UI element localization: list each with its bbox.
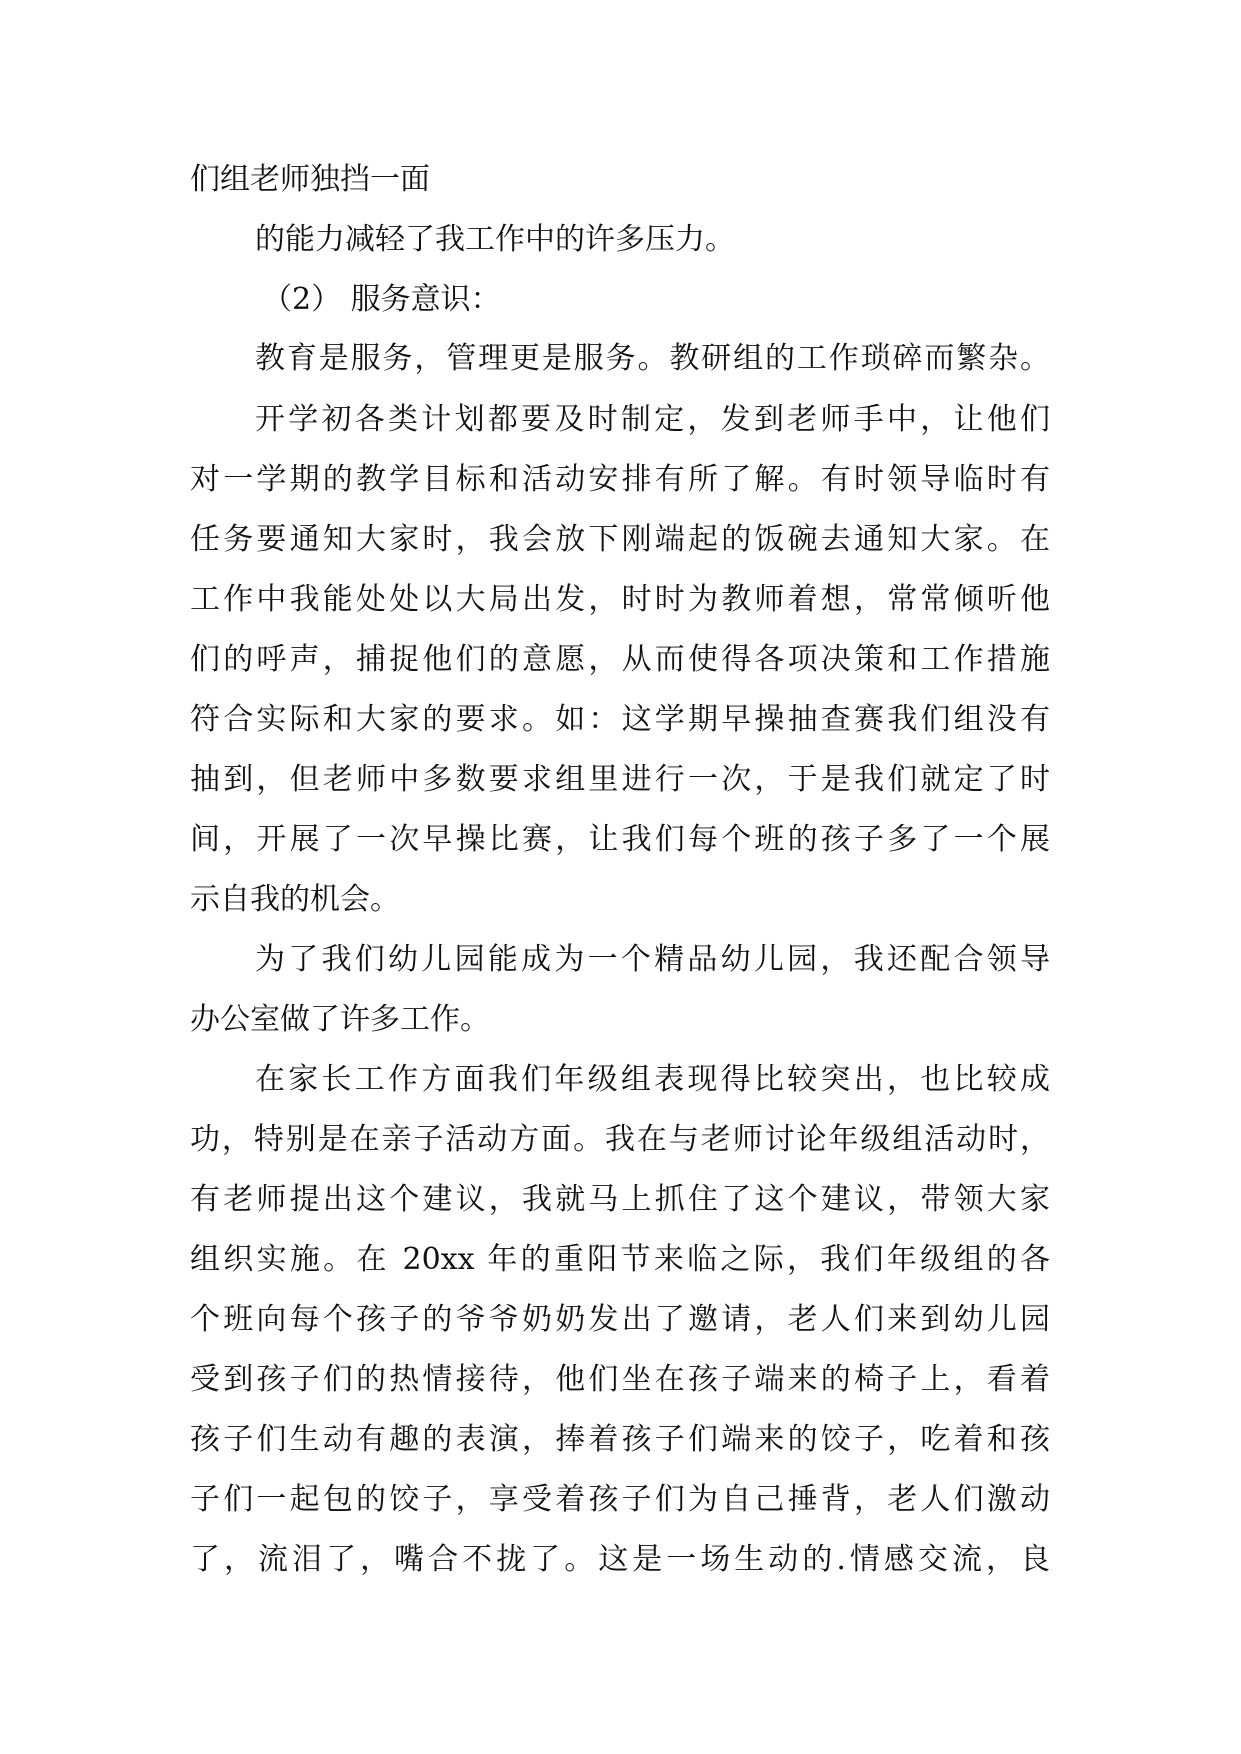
text-line-17: 功，特别是在亲子活动方面。我在与老师讨论年级组活动时， [190,1122,1050,1157]
text-line-7: 任务要通知大家时，我会放下刚端起的饭碗去通知大家。在 [190,522,1050,557]
text-line-9: 们的呼声，捕捉他们的意愿，从而使得各项决策和工作措施 [190,642,1050,677]
text-line-18: 有老师提出这个建议，我就马上抓住了这个建议，带领大家 [190,1182,1050,1217]
text-line-23: 子们一起包的饺子，享受着孩子们为自己捶背，老人们激动 [190,1482,1050,1517]
text-line-20: 个班向每个孩子的爷爷奶奶发出了邀请，老人们来到幼儿园 [190,1302,1050,1337]
text-line-19: 组织实施。在 20xx 年的重阳节来临之际，我们年级组的各 [190,1242,1050,1277]
text-line-24: 了，流泪了，嘴合不拢了。这是一场生动的.情感交流，良 [190,1542,1050,1577]
text-line-11: 抽到，但老师中多数要求组里进行一次，于是我们就定了时 [190,762,1050,797]
text-line-10: 符合实际和大家的要求。如：这学期早操抽查赛我们组没有 [190,702,1050,737]
text-line-12: 间，开展了一次早操比赛，让我们每个班的孩子多了一个展 [190,822,1050,857]
text-line-15: 办公室做了许多工作。 [190,1002,490,1037]
text-line-22: 孩子们生动有趣的表演，捧着孩子们端来的饺子，吃着和孩 [190,1422,1050,1457]
text-line-14: 为了我们幼儿园能成为一个精品幼儿园，我还配合领导 [255,942,1050,977]
text-line-16: 在家长工作方面我们年级组表现得比较突出，也比较成 [255,1062,1050,1097]
text-line-21: 受到孩子们的热情接待，他们坐在孩子端来的椅子上，看着 [190,1362,1050,1397]
text-line-4: 教育是服务，管理更是服务。教研组的工作琐碎而繁杂。 [255,341,1050,376]
text-line-13: 示自我的机会。 [190,882,400,917]
section-heading-service: （2） 服务意识： [262,282,501,317]
text-line-1: 们组老师独挡一面 [190,162,430,197]
text-line-5: 开学初各类计划都要及时制定，发到老师手中，让他们 [255,402,1050,437]
text-line-8: 工作中我能处处以大局出发，时时为教师着想，常常倾听他 [190,582,1050,617]
text-line-2: 的能力减轻了我工作中的许多压力。 [255,222,735,257]
text-line-6: 对一学期的教学目标和活动安排有所了解。有时领导临时有 [190,462,1050,497]
